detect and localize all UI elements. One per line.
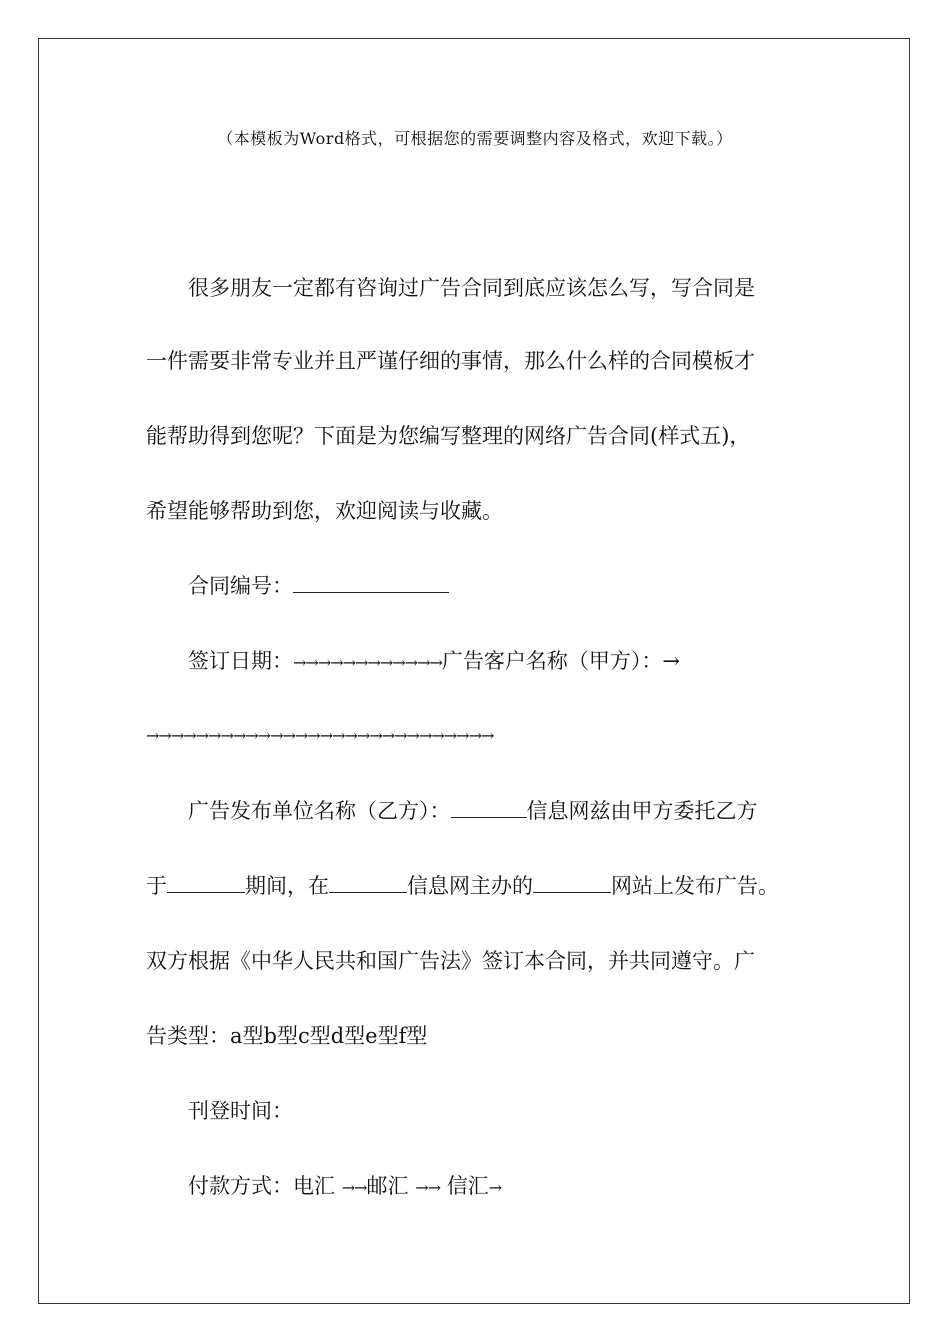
- publisher-text: 信息网兹由甲方委托乙方: [526, 799, 758, 823]
- intro-line-4: 希望能够帮助到您，欢迎阅读与收藏。: [146, 499, 503, 523]
- publish-text: 网站上发布广告。: [611, 874, 779, 898]
- client-name-label: 广告客户名称（甲方）：→: [441, 649, 680, 673]
- ad-type-line: 告类型：a型b型c型d型e型f型: [146, 1024, 428, 1048]
- payment-arrows-1: →→: [341, 1178, 367, 1197]
- publisher-label: 广告发布单位名称（乙方）：: [188, 799, 451, 823]
- website-blank[interactable]: [533, 872, 611, 893]
- contract-number-label: 合同编号：: [188, 574, 293, 598]
- payment-arrows-2: →→: [415, 1178, 440, 1197]
- intro-line-1: 很多朋友一定都有咨询过广告合同到底应该怎么写，写合同是: [188, 276, 755, 300]
- publisher-line-3: 双方根据《中华人民共和国广告法》签订本合同，并共同遵守。广: [146, 949, 755, 973]
- client-name-arrows: →→→→→→→→→→→→→→→→→→→→→→→→→→→→: [146, 726, 494, 745]
- contract-number-row: [188, 571, 449, 601]
- period-prefix: 于: [146, 874, 167, 898]
- period-text: 期间，在: [245, 874, 329, 898]
- payment-option-wire: 电汇: [293, 1174, 335, 1198]
- period-blank[interactable]: [167, 872, 245, 893]
- payment-option-postal: 邮汇: [366, 1174, 409, 1198]
- payment-option-letter: 信汇: [446, 1174, 489, 1198]
- host-text: 信息网主办的: [407, 874, 533, 898]
- payment-row: [188, 1171, 502, 1203]
- publisher-blank[interactable]: [451, 797, 527, 818]
- publish-time-label: 刊登时间：: [188, 1099, 293, 1123]
- sign-date-row: [188, 646, 680, 678]
- payment-arrows-3: →: [488, 1178, 503, 1197]
- publisher-row: [188, 796, 758, 826]
- header-note: （本模板为Word格式，可根据您的需要调整内容及格式，欢迎下载。）: [217, 129, 733, 148]
- site-owner-blank[interactable]: [329, 872, 407, 893]
- publisher-line-2: [146, 871, 779, 901]
- contract-number-blank[interactable]: [293, 572, 449, 593]
- sign-date-arrows: →→→→→→→→→→→→: [293, 653, 442, 672]
- payment-label: 付款方式：: [188, 1174, 293, 1198]
- intro-line-3: 能帮助得到您呢？下面是为您编写整理的网络广告合同(样式五)，: [146, 424, 751, 448]
- sign-date-label: 签订日期：: [188, 649, 293, 673]
- intro-line-2: 一件需要非常专业并且严谨仔细的事情，那么什么样的合同模板才: [146, 349, 755, 373]
